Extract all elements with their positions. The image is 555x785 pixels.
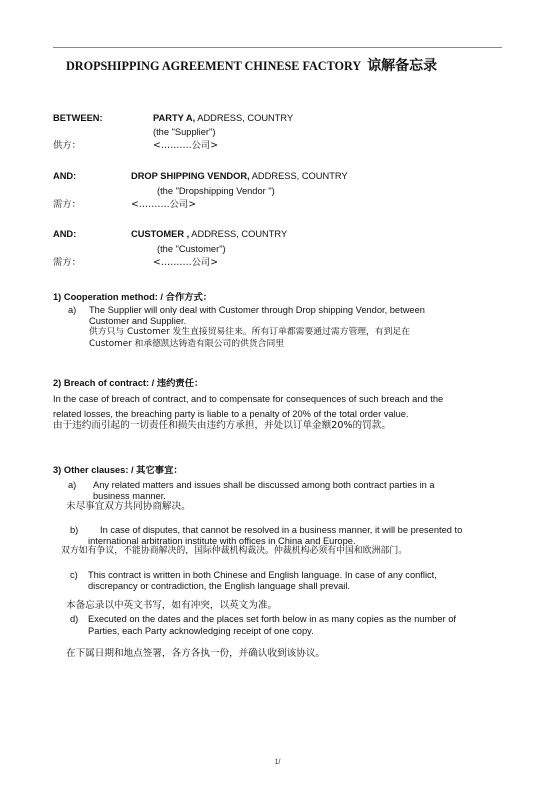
party-role: (the "Supplier") bbox=[153, 127, 216, 137]
party-label: BETWEEN: bbox=[53, 113, 103, 123]
list-marker: a) bbox=[68, 305, 77, 315]
clause-text: Executed on the dates and the places set forth below in as many copies as the number of bbox=[88, 614, 456, 624]
list-marker: b) bbox=[70, 525, 79, 535]
party-cn-label: 需方： bbox=[53, 257, 81, 268]
clause-text: international arbitration institute with offices in China and Europe. bbox=[88, 536, 356, 546]
clause-text-cn: Customer 和承德凯达铸造有限公司的供货合同里 bbox=[89, 339, 285, 349]
party-placeholder: <……….公司> bbox=[131, 199, 197, 210]
document-title bbox=[66, 55, 437, 75]
top-rule bbox=[53, 47, 502, 48]
party-placeholder: <……….公司> bbox=[153, 140, 219, 151]
clause-text: Parties, each Party acknowledging receipt of one copy. bbox=[88, 626, 314, 636]
party-label: AND: bbox=[53, 171, 77, 181]
clause-text-cn: 双方如有争议，不能协商解决的，国际仲裁机构裁决。仲裁机构必须有中国和欧洲部门。 bbox=[61, 546, 408, 556]
clause-text: This contract is written in both Chinese and English language. In case of any conflict, bbox=[88, 570, 437, 580]
page-number: 1/ bbox=[274, 759, 281, 766]
title-english: DROPSHIPPING AGREEMENT CHINESE FACTORY bbox=[66, 59, 362, 73]
clause-text-cn: 未尽事宜双方共同协商解决。 bbox=[66, 501, 191, 512]
clause-text-cn: 在下属日期和地点签署，各方各执一份，并确认收到该协议。 bbox=[66, 648, 326, 659]
party-cn-label: 供方： bbox=[53, 140, 81, 151]
party-address: ADDRESS, COUNTRY bbox=[189, 229, 288, 239]
clause-text: The Supplier will only deal with Customer through Drop shipping Vendor, between bbox=[89, 305, 425, 315]
list-marker: a) bbox=[68, 480, 77, 490]
party-name-line bbox=[131, 170, 348, 182]
party-name-line bbox=[153, 112, 293, 124]
party-name-line bbox=[131, 228, 287, 240]
title-chinese: 谅解备忘录 bbox=[367, 58, 438, 74]
section-heading: 2) Breach of contract: / 违约责任： bbox=[53, 378, 204, 388]
clause-text: discrepancy or contradiction, the English language shall prevail. bbox=[88, 581, 351, 591]
party-name: DROP SHIPPING VENDOR, bbox=[131, 171, 250, 181]
party-address: ADDRESS, COUNTRY bbox=[195, 113, 294, 123]
clause-text-cn: 由于违约而引起的一切责任和损失由违约方承担，并处以订单金额20%的罚款。 bbox=[53, 420, 391, 431]
party-label: AND: bbox=[53, 229, 77, 239]
clause-text: In the case of breach of contract, and to compensate for consequences of such breach and the bbox=[53, 394, 444, 404]
clause-text-cn: 本备忘录以中英文书写，如有冲突，以英文为准。 bbox=[66, 600, 278, 611]
party-address: ADDRESS, COUNTRY bbox=[249, 171, 348, 181]
clause-text: In case of disputes, that cannot be resolved in a business manner, it will be presented to bbox=[100, 525, 463, 535]
list-marker: d) bbox=[70, 614, 79, 624]
section-heading: 3) Other clauses: / 其它事宜： bbox=[53, 465, 183, 475]
party-name: CUSTOMER , bbox=[131, 229, 190, 239]
clause-text: related losses, the breaching party is liable to a penalty of 20% of the total order value. bbox=[53, 409, 409, 419]
party-role: (the "Dropshipping Vendor ") bbox=[157, 186, 275, 196]
section-heading: 1) Cooperation method: / 合作方式： bbox=[53, 292, 213, 302]
party-name: PARTY A, bbox=[153, 113, 196, 123]
party-placeholder: <……….公司> bbox=[153, 257, 219, 268]
list-marker: c) bbox=[70, 570, 78, 580]
clause-text: business manner. bbox=[93, 491, 166, 501]
clause-text: Customer and Supplier. bbox=[89, 316, 187, 326]
clause-text-cn: 供方只与 Customer 发生直接贸易往来。所有订单都需要通过需方管理，有到足在 bbox=[89, 327, 411, 337]
party-role: (the "Customer") bbox=[157, 244, 226, 254]
party-cn-label: 需方： bbox=[53, 199, 81, 210]
clause-text: Any related matters and issues shall be discussed among both contract parties in a bbox=[93, 480, 435, 490]
